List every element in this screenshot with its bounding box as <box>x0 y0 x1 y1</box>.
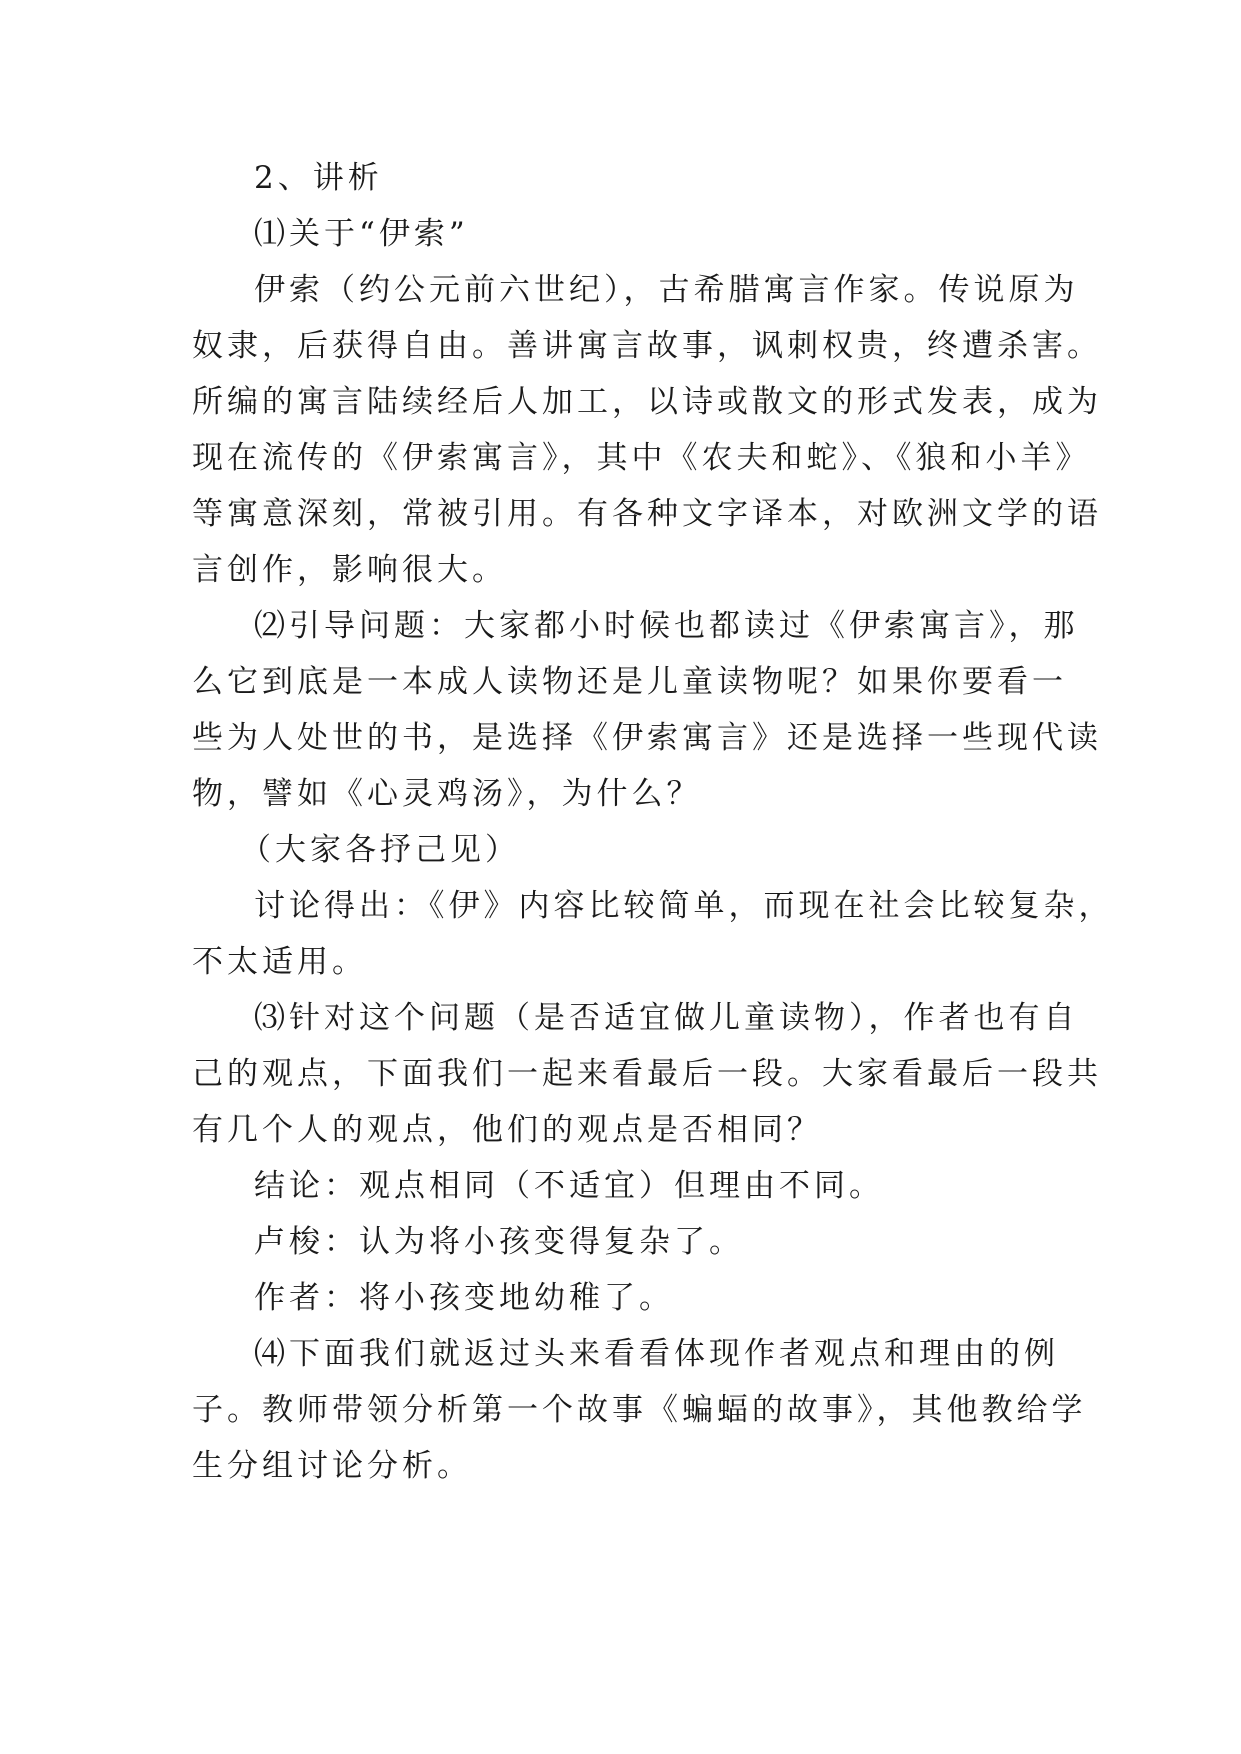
paragraph-line: 不太适用。 <box>192 944 367 980</box>
paragraph-line: 物，譬如《心灵鸡汤》，为什么？ <box>192 776 702 812</box>
paragraph-line: 生分组讨论分析。 <box>192 1448 472 1484</box>
paragraph-line: 结论：观点相同（不适宜）但理由不同。 <box>254 1168 884 1204</box>
paragraph-line: ⑵引导问题：大家都小时候也都读过《伊索寓言》，那 <box>254 608 1079 644</box>
paragraph-line: 子。教师带领分析第一个故事《蝙蝠的故事》，其他教给学 <box>192 1392 1087 1428</box>
sub-heading-aesop: ⑴关于“伊索” <box>254 216 469 252</box>
paragraph-line: 作者：将小孩变地幼稚了。 <box>254 1280 674 1316</box>
paragraph-line: 己的观点，下面我们一起来看最后一段。大家看最后一段共 <box>192 1056 1102 1092</box>
paragraph-line: ⑶针对这个问题（是否适宜做儿童读物），作者也有自 <box>254 1000 1079 1036</box>
paragraph-line: 讨论得出：《伊》内容比较简单，而现在社会比较复杂， <box>254 888 1114 924</box>
paragraph-line: 卢梭：认为将小孩变得复杂了。 <box>254 1224 744 1260</box>
paragraph-line: 有几个人的观点，他们的观点是否相同？ <box>192 1112 822 1148</box>
paragraph-line: （大家各抒己见） <box>240 832 520 868</box>
paragraph-line: 现在流传的《伊索寓言》，其中《农夫和蛇》、《狼和小羊》 <box>192 440 1091 476</box>
paragraph-line: ⑷下面我们就返过头来看看体现作者观点和理由的例 <box>254 1336 1059 1372</box>
paragraph-line: 么它到底是一本成人读物还是儿童读物呢？如果你要看一 <box>192 664 1067 700</box>
paragraph-line: 奴隶，后获得自由。善讲寓言故事，讽刺权贵，终遭杀害。 <box>192 328 1102 364</box>
paragraph-line: 些为人处世的书，是选择《伊索寓言》还是选择一些现代读 <box>192 720 1102 756</box>
paragraph-line: 所编的寓言陆续经后人加工，以诗或散文的形式发表，成为 <box>192 384 1102 420</box>
paragraph-line: 伊索（约公元前六世纪），古希腊寓言作家。传说原为 <box>254 272 1079 308</box>
section-heading: 2、讲析 <box>254 160 383 196</box>
paragraph-line: 言创作，影响很大。 <box>192 552 507 588</box>
paragraph-line: 等寓意深刻，常被引用。有各种文字译本，对欧洲文学的语 <box>192 496 1102 532</box>
